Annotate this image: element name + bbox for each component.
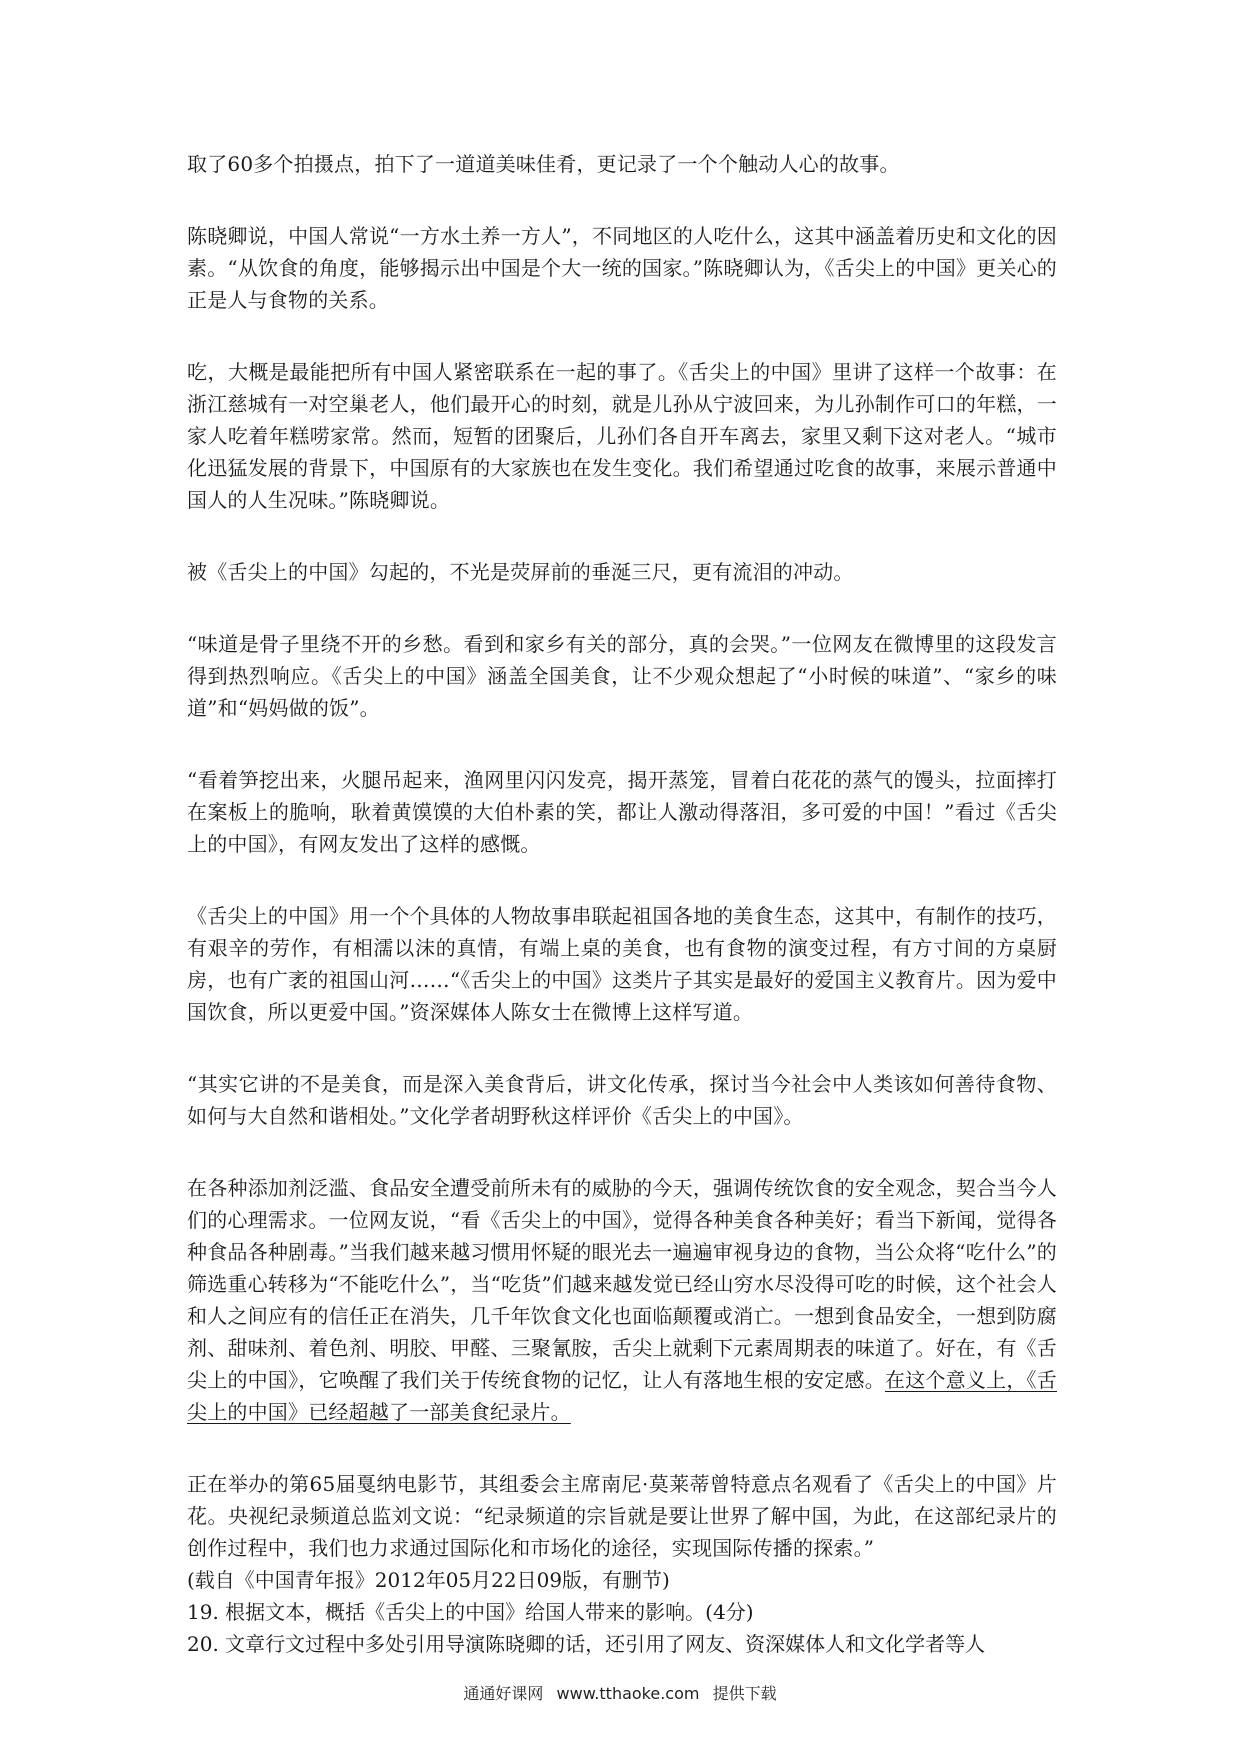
food-safety-text: 在各种添加剂泛滥、食品安全遭受前所未有的威胁的今天，强调传统饮食的安全观念，契合当今人们的心理需求。一位网友说，“看《舌尖上的中国》，觉得各种美食各种美好；看当下新闻，觉得各种食品各种剧毒。”当我们越来越习惯用怀疑的眼光去一遍遍审视身边的食物，当公众将“吃什么”的筛选重心转移为“不能吃什么”，当“吃货”们越来越发觉已经山穷水尽没得可吃的时候，这个社会人和人之间应有的信任正在消失，几千年饮食文化也面临颠覆或消亡。一想到食品安全，一想到防腐剂、甜味剂、着色剂、明胶、甲醛、三聚氰胺，舌尖上就剩下元素周期表的味道了。好在，有《舌尖上的中国》，它唤醒了我们关于传统食物的记忆，让人有落地生根的安定感。 [187, 1176, 1057, 1392]
paragraph-hometown-taste: “味道是骨子里绕不开的乡愁。看到和家乡有关的部分，真的会哭。”一位网友在微博里的这段发言得到热烈响应。《舌尖上的中国》涵盖全国美食，让不少观众想起了“小时候的味道”、“家乡的味道”和“妈妈做的饭”。 [187, 632, 1057, 720]
underlined-sentence: 在这个意义上，《舌尖上的中国》已经超越了一部美食纪录片。 [187, 1368, 1057, 1424]
paragraph-netizen-emotion: “看着笋挖出来，火腿吊起来，渔网里闪闪发亮，揭开蒸笼，冒着白花花的蒸气的馒头，拉面摔打在案板上的脆响，耿着黄馍馍的大伯朴素的笑，都让人激动得落泪，多可爱的中国！”看过《舌尖上的中国》，有网友发出了这样的感慨。 [187, 768, 1057, 856]
paragraph-patriotic-education: 《舌尖上的中国》用一个个具体的人物故事串联起祖国各地的美食生态，这其中，有制作的技巧，有艰辛的劳作，有相濡以沫的真情，有端上桌的美食，也有食物的演变过程，有方寸间的方桌厨房，也有广袤的祖国山河……“《舌尖上的中国》这类片子其实是最好的爱国主义教育片。因为爱中国饮食，所以更爱中国。”资深媒体人陈女士在微博上这样写道。 [187, 904, 1057, 1024]
question-19: 19. 根据文本，概括《舌尖上的中国》给国人带来的影响。(4分) [187, 1600, 754, 1624]
paragraph-food-safety [187, 1172, 1057, 1428]
question-20: 20. 文章行文过程中多处引用导演陈晓卿的话，还引用了网友、资深媒体人和文化学者等人 [187, 1632, 986, 1656]
source-citation: (载自《中国青年报》2012年05月22日09版，有删节) [187, 1568, 670, 1592]
footer-url[interactable]: www.tthaoke.com [556, 1684, 700, 1703]
paragraph-empty-nest-story: 吃，大概是最能把所有中国人紧密联系在一起的事了。《舌尖上的中国》里讲了这样一个故事：在浙江慈城有一对空巢老人，他们最开心的时刻，就是儿孙从宁波回来，为儿孙制作可口的年糕，一家人吃着年糕唠家常。然而，短暂的团聚后，儿孙们各自开车离去，家里又剩下这对老人。“城市化迅猛发展的背景下，中国原有的大家族也在发生变化。我们希望通过吃食的故事，来展示普通中国人的人生况味。”陈晓卿说。 [187, 360, 1057, 512]
footer-site-name: 通通好课网 [463, 1684, 544, 1703]
paragraph-cultural-scholar: “其实它讲的不是美食，而是深入美食背后，讲文化传承，探讨当今社会中人类该如何善待食物、如何与大自然和谐相处。”文化学者胡野秋这样评价《舌尖上的中国》。 [187, 1072, 1057, 1128]
page-footer [0, 1683, 1240, 1705]
paragraph-tears: 被《舌尖上的中国》勾起的，不光是荧屏前的垂涎三尺，更有流泪的冲动。 [187, 560, 854, 584]
paragraph-cannes-festival: 正在举办的第65届戛纳电影节，其组委会主席南尼·莫莱蒂曾特意点名观看了《舌尖上的中国》片花。央视纪录频道总监刘文说：“纪录频道的宗旨就是要让世界了解中国，为此，在这部纪录片的创作过程中，我们也力求通过国际化和市场化的途径，实现国际传播的探索。” [187, 1472, 1057, 1560]
paragraph-shooting-locations: 取了60多个拍摄点，拍下了一道道美味佳肴，更记录了一个个触动人心的故事。 [187, 152, 900, 176]
article-body [187, 148, 1057, 1660]
paragraph-chen-xiaoqing-culture: 陈晓卿说，中国人常说“一方水土养一方人”，不同地区的人吃什么，这其中涵盖着历史和文化的因素。“从饮食的角度，能够揭示出中国是个大一统的国家。”陈晓卿认为，《舌尖上的中国》更关心的正是人与食物的关系。 [187, 224, 1057, 312]
footer-tagline: 提供下载 [712, 1684, 777, 1703]
